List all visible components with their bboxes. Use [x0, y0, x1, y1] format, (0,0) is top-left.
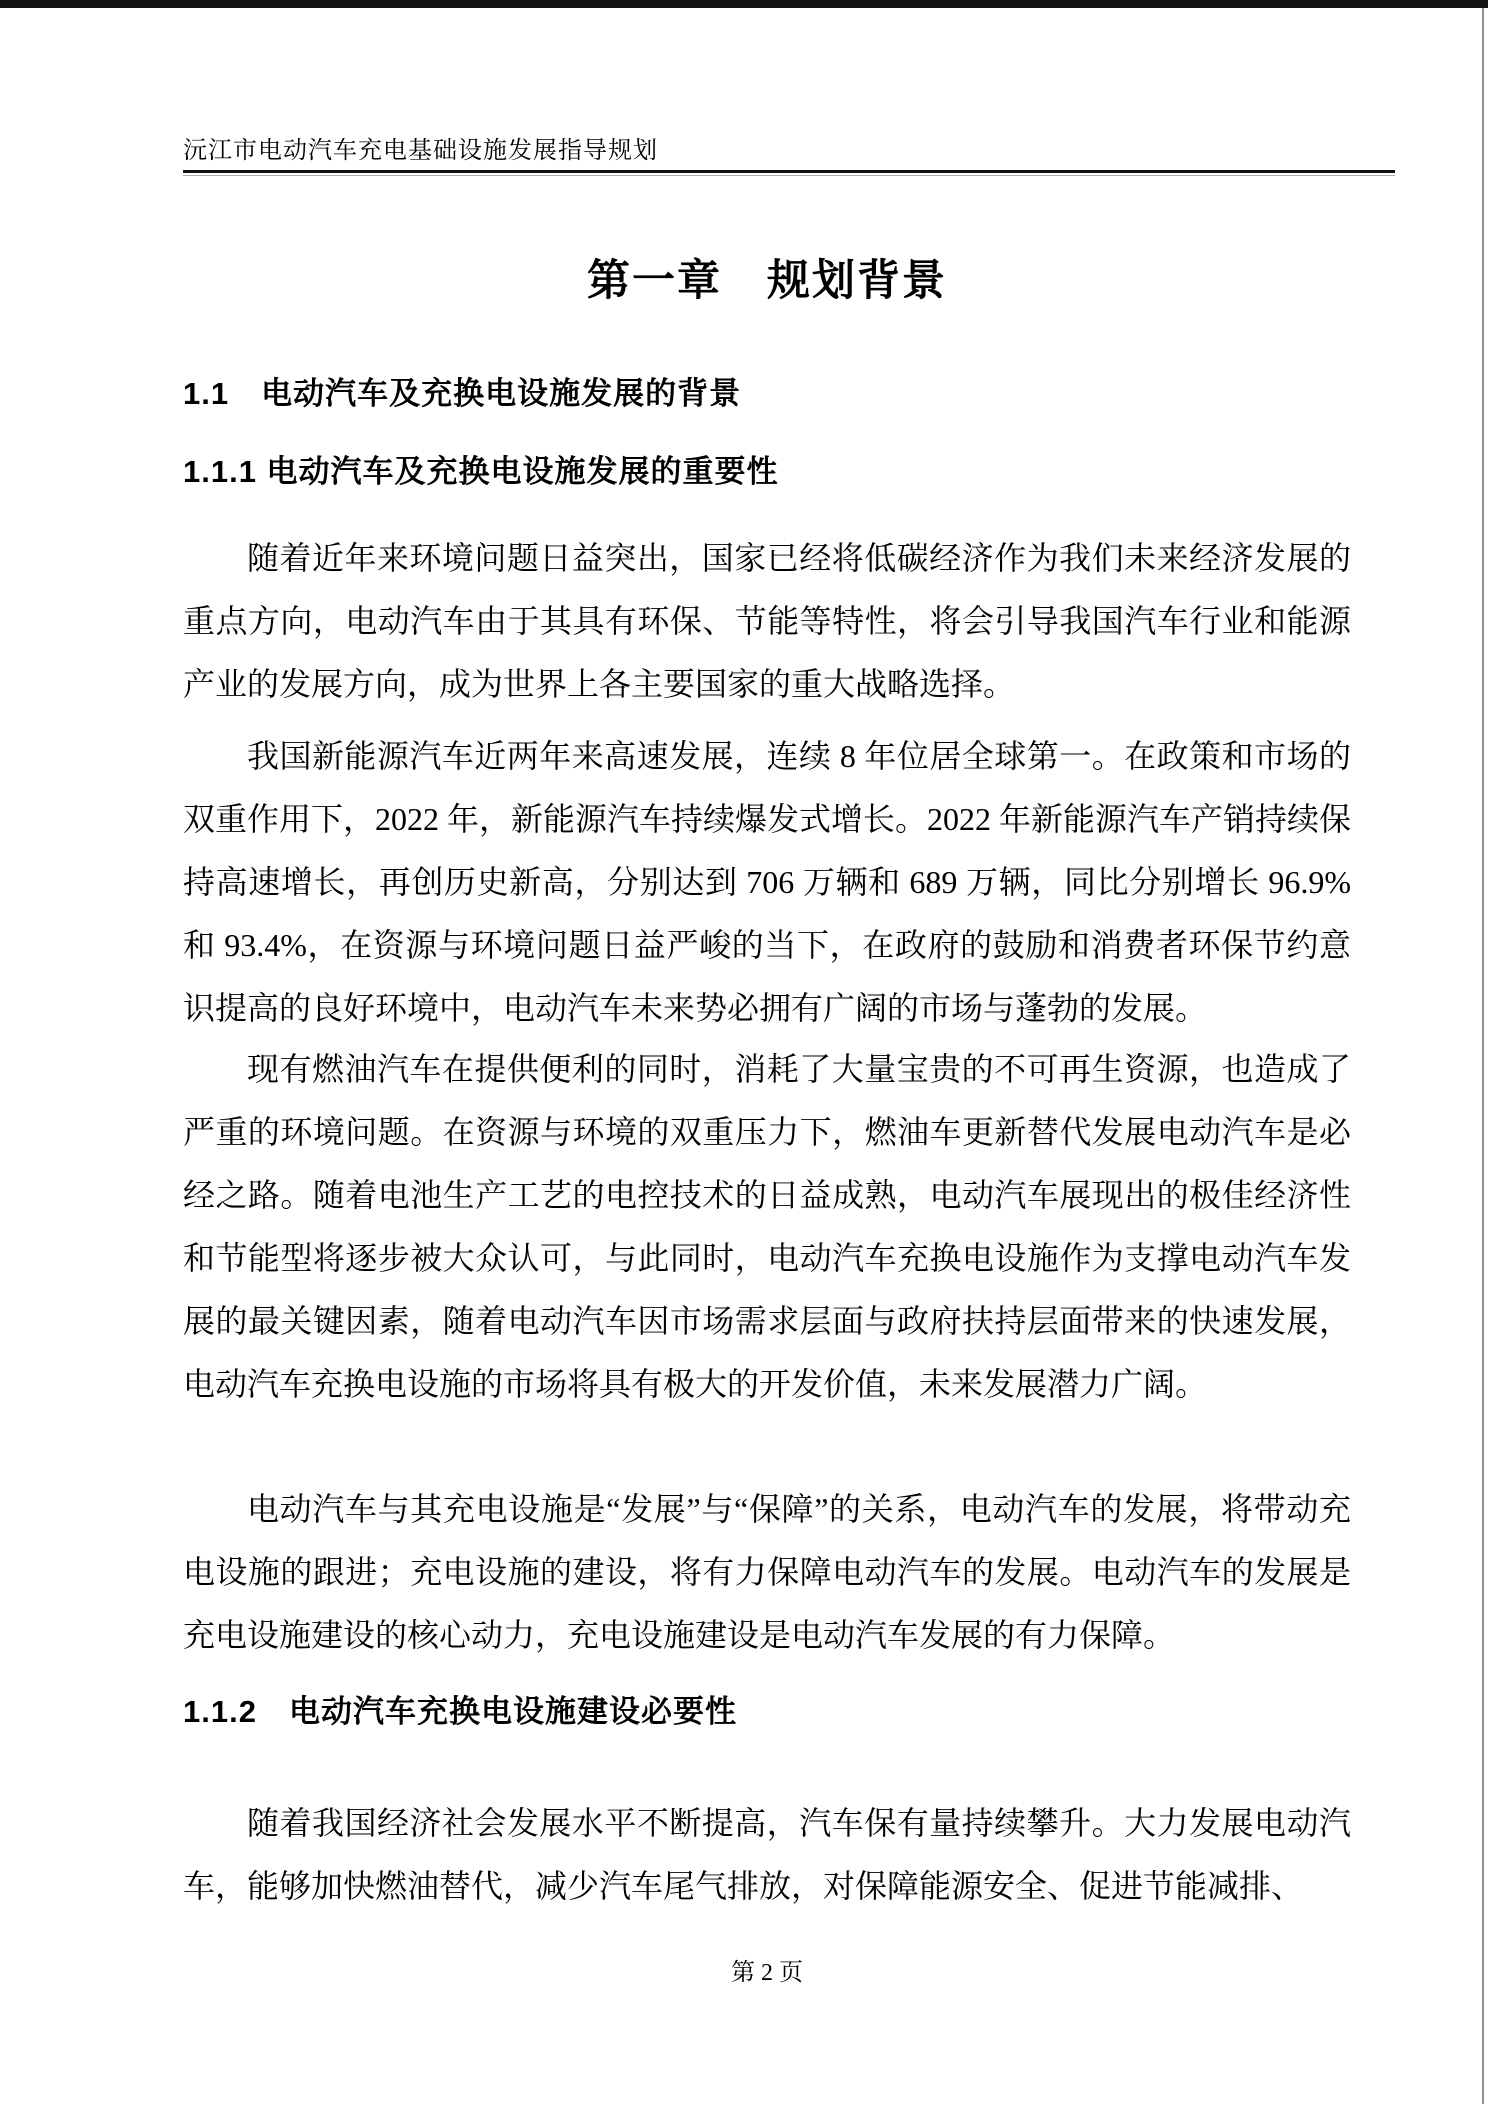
- paragraph-3: 现有燃油汽车在提供便利的同时，消耗了大量宝贵的不可再生资源，也造成了严重的环境问题。在资源与环境的双重压力下，燃油车更新替代发展电动汽车是必经之路。随着电池生产工艺的电控技术的日益成熟，电动汽车展现出的极佳经济性和节能型将逐步被大众认可，与此同时，电动汽车充换电设施作为支撑电动汽车发展的最关键因素，随着电动汽车因市场需求层面与政府扶持层面带来的快速发展，电动汽车充换电设施的市场将具有极大的开发价值，未来发展潜力广阔。: [183, 1051, 1351, 1402]
- paragraph-1: 随着近年来环境问题日益突出，国家已经将低碳经济作为我们未来经济发展的重点方向，电动汽车由于其具有环保、节能等特性，将会引导我国汽车行业和能源产业的发展方向，成为世界上各主要国家的重大战略选择。: [183, 540, 1351, 702]
- page-right-edge: [1482, 8, 1484, 2104]
- paragraph-5: 随着我国经济社会发展水平不断提高，汽车保有量持续攀升。大力发展电动汽车，能够加快燃油替代，减少汽车尾气排放，对保障能源安全、促进节能减排、: [183, 1805, 1351, 1904]
- section-heading-1-1: 1.1 电动汽车及充换电设施发展的背景: [183, 376, 742, 411]
- paragraph-2: 我国新能源汽车近两年来高速发展，连续 8 年位居全球第一。在政策和市场的双重作用下，2022 年，新能源汽车持续爆发式增长。2022 年新能源汽车产销持续保持高速增长，再创历史新高，分别达到 706 万辆和 689 万辆，同比分别增长 96.9%和 93.4%，在资源与环境问题日益严峻的当下，在政府的鼓励和消费者环保节约意识提高的良好环境中，电动汽车未来势必拥有广阔的市场与蓬勃的发展。: [183, 738, 1352, 1026]
- paragraph-4: 电动汽车与其充电设施是“发展”与“保障”的关系，电动汽车的发展，将带动充电设施的跟进；充电设施的建设，将有力保障电动汽车的发展。电动汽车的发展是充电设施建设的核心动力，充电设施建设是电动汽车发展的有力保障。: [183, 1491, 1351, 1653]
- section-heading-1-1-2: 1.1.2 电动汽车充换电设施建设必要性: [183, 1694, 737, 1729]
- header-rule: [183, 170, 1395, 176]
- page-number: 第 2 页: [731, 1960, 803, 1986]
- page-header-title: 沅江市电动汽车充电基础设施发展指导规划: [183, 138, 658, 164]
- section-heading-1-1-1: 1.1.1 电动汽车及充换电设施发展的重要性: [183, 454, 779, 489]
- window-top-bar: [0, 0, 1488, 8]
- chapter-title: 第一章 规划背景: [587, 257, 947, 305]
- page-header: [183, 130, 1395, 176]
